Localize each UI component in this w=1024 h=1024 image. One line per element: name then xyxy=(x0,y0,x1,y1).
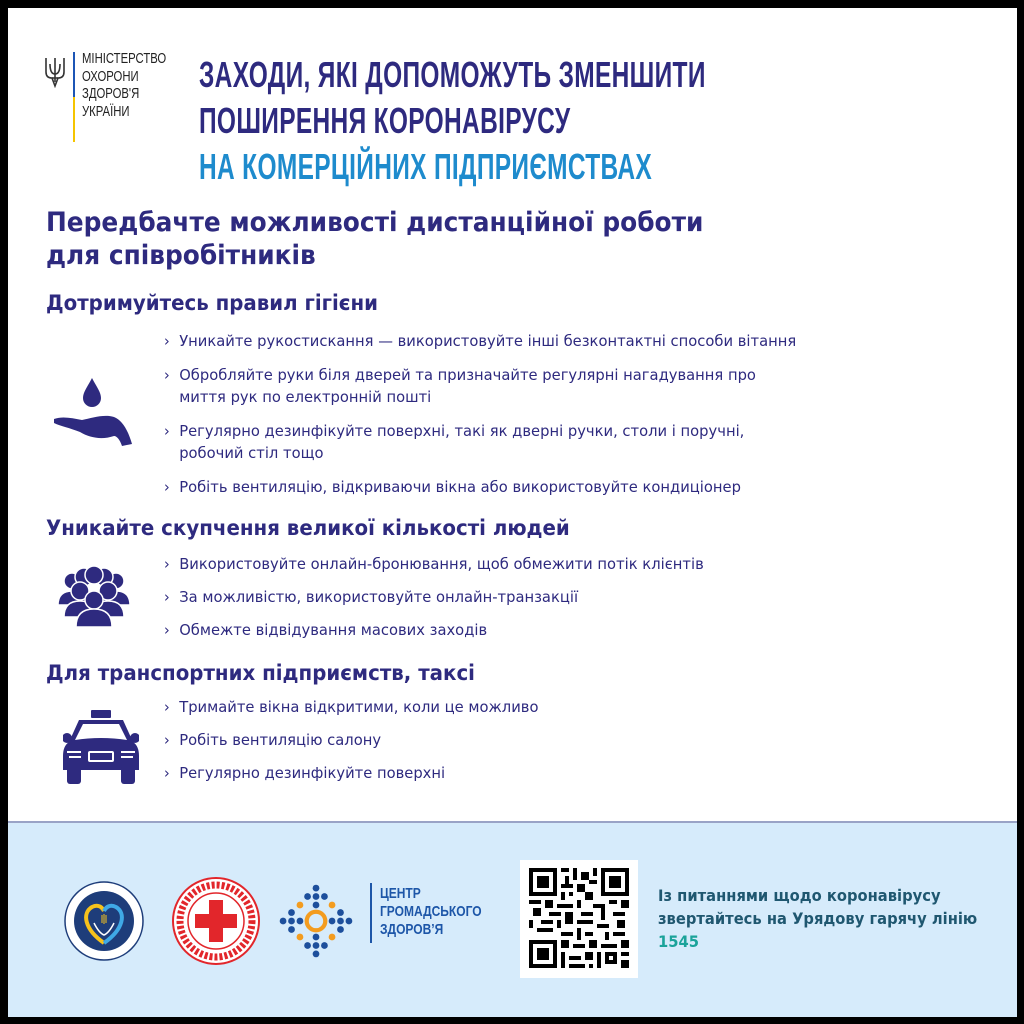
remote-work-line: для співробітників xyxy=(46,240,316,271)
list-item xyxy=(164,619,704,641)
ministry-line: ЗДОРОВ'Я xyxy=(82,86,140,102)
item-text: Обмежте відвідування масових заходів xyxy=(179,621,488,639)
hotline-line: Із питаннями щодо коронавірусу xyxy=(658,886,941,905)
trident-icon xyxy=(44,56,66,88)
item-text: За можливістю, використовуйте онлайн-транзакції xyxy=(179,588,579,606)
page-title-line-3: НА КОМЕРЦІЙНИХ ПІДПРИЄМСТВАХ xyxy=(199,146,653,187)
chevron-right-icon: › xyxy=(164,555,170,573)
crowd-icon xyxy=(56,565,132,627)
cgz-line: ЦЕНТР xyxy=(380,885,421,902)
list-item xyxy=(164,476,796,498)
chevron-right-icon: › xyxy=(164,731,170,749)
item-text: Робіть вентиляцію, відкриваючи вікна або використовуйте кондиціонер xyxy=(179,478,741,496)
hygiene-list xyxy=(164,330,830,498)
ministry-name xyxy=(82,51,166,121)
public-health-center-name xyxy=(380,885,482,939)
page-title-line-2: ПОШИРЕННЯ КОРОНАВІРУСУ xyxy=(199,100,571,141)
hotline-number[interactable]: 1545 xyxy=(658,932,699,951)
chevron-right-icon: › xyxy=(164,588,170,606)
chevron-right-icon: › xyxy=(164,698,170,716)
cgz-divider xyxy=(370,883,372,943)
hotline-info xyxy=(658,884,977,953)
list-item xyxy=(164,553,704,575)
hotline-line: звертайтесь на Урядову гарячу лінію xyxy=(658,909,978,928)
remote-work-heading xyxy=(46,206,703,272)
cgz-line: ГРОМАДСЬКОГО xyxy=(380,903,482,920)
president-volunteer-commissioner-logo xyxy=(64,881,144,961)
chevron-right-icon: › xyxy=(164,366,170,384)
qr-code[interactable] xyxy=(520,860,638,978)
chevron-right-icon: › xyxy=(164,422,170,440)
chevron-right-icon: › xyxy=(164,478,170,496)
red-cross-ukraine-logo xyxy=(171,876,261,966)
flag-divider xyxy=(73,52,75,142)
item-text: Обробляйте руки біля дверей та призначайте регулярні нагадування про xyxy=(179,366,756,384)
item-text: миття рук по електронній пошті xyxy=(179,388,432,406)
transport-list xyxy=(164,696,558,784)
page-title-line-1: ЗАХОДИ, ЯКІ ДОПОМОЖУТЬ ЗМЕНШИТИ xyxy=(199,54,706,95)
list-item xyxy=(164,729,538,751)
list-item xyxy=(164,696,538,718)
cgz-line: ЗДОРОВ’Я xyxy=(380,921,444,938)
item-text: Регулярно дезинфікуйте поверхні, такі як дверні ручки, столи і поручні, xyxy=(179,422,745,440)
list-item xyxy=(164,420,796,464)
item-text: Робіть вентиляцію салону xyxy=(179,731,382,749)
section-heading-crowds: Уникайте скупчення великої кількості людей xyxy=(46,516,570,541)
section-heading-hygiene: Дотримуйтесь правил гігієни xyxy=(46,291,379,316)
ministry-line: МІНІСТЕРСТВО xyxy=(82,51,167,67)
remote-work-line: Передбачте можливості дистанційної роботи xyxy=(46,207,704,238)
footer xyxy=(8,821,1017,1017)
section-heading-transport: Для транспортних підприємств, таксі xyxy=(46,661,475,686)
item-text: Уникайте рукостискання — використовуйте інші безконтактні способи вітання xyxy=(179,332,797,350)
list-item xyxy=(164,586,704,608)
chevron-right-icon: › xyxy=(164,621,170,639)
hand-water-drop-icon xyxy=(52,374,132,446)
chevron-right-icon: › xyxy=(164,332,170,350)
list-item xyxy=(164,762,538,784)
item-text: Тримайте вікна відкритими, коли це можливо xyxy=(179,698,539,716)
chevron-right-icon: › xyxy=(164,764,170,782)
poster xyxy=(8,8,1017,1017)
ministry-line: УКРАЇНИ xyxy=(82,103,130,120)
item-text: Регулярно дезинфікуйте поверхні xyxy=(179,764,446,782)
ministry-line: ОХОРОНИ xyxy=(82,68,139,85)
public-health-center-logo xyxy=(278,883,354,959)
item-text: робочий стіл тощо xyxy=(179,444,324,462)
qr-code-icon xyxy=(529,868,629,968)
crowds-list xyxy=(164,553,732,641)
taxi-icon xyxy=(63,710,139,784)
item-text: Використовуйте онлайн-бронювання, щоб обмежити потік клієнтів xyxy=(179,555,704,573)
list-item xyxy=(164,364,796,408)
list-item xyxy=(164,330,796,352)
